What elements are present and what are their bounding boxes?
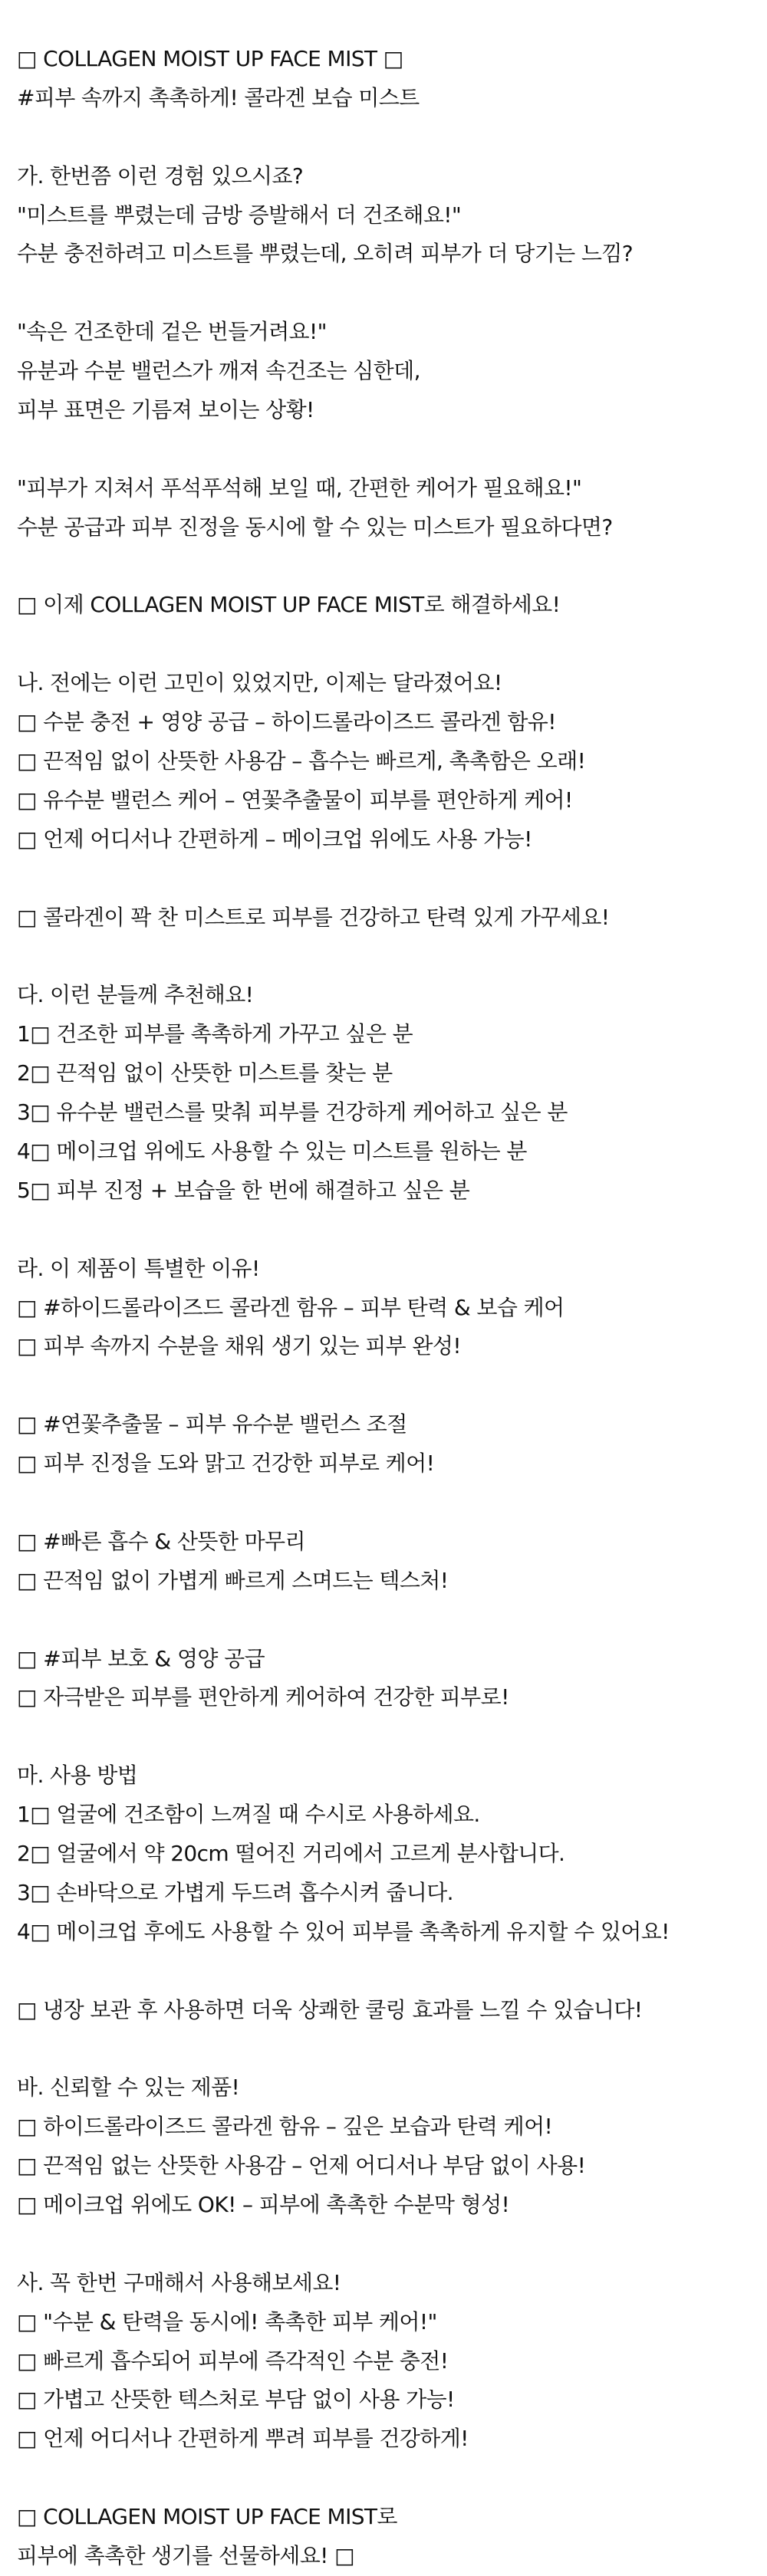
blank-line — [17, 1211, 750, 1250]
text-line: 피부 표면은 기름져 보이는 상황! — [17, 397, 314, 423]
text-line: 4□ 메이크업 후에도 사용할 수 있어 피부를 촉촉하게 유지할 수 있어요! — [17, 1918, 670, 1944]
blank-line — [17, 118, 750, 157]
text-line: □ 빠르게 흡수되어 피부에 즉각적인 수분 충전! — [17, 2348, 449, 2374]
blank-line — [17, 625, 750, 664]
text-line: 사. 꼭 한번 구매해서 사용해보세요! — [17, 2269, 341, 2295]
blank-line — [17, 859, 750, 899]
text-line: □ 끈적임 없이 가볍게 빠르게 스며드는 텍스처! — [17, 1567, 449, 1593]
text-line: 마. 사용 방법 — [17, 1763, 138, 1789]
blank-line — [17, 547, 750, 586]
blank-line — [17, 937, 750, 976]
blank-line — [17, 2029, 750, 2068]
text-line: □ 언제 어디서나 간편하게 뿌려 피부를 건강하게! — [17, 2426, 469, 2452]
text-line: □ 끈적임 없는 산뜻한 사용감 – 언제 어디서나 부담 없이 사용! — [17, 2153, 586, 2179]
text-line: #피부 속까지 촉촉하게! 콜라겐 보습 미스트 — [17, 84, 420, 110]
text-line: □ 메이크업 위에도 OK! – 피부에 촉촉한 수분막 형성! — [17, 2191, 510, 2217]
text-line: 1□ 건조한 피부를 촉촉하게 가꾸고 싶은 분 — [17, 1021, 413, 1047]
text-line: □ 피부 속까지 수분을 채워 생기 있는 피부 완성! — [17, 1333, 461, 1359]
text-line: □ COLLAGEN MOIST UP FACE MIST로 — [17, 2504, 397, 2530]
text-line: □ 수분 충전 + 영양 공급 – 하이드롤라이즈드 콜라겐 함유! — [17, 709, 556, 735]
text-line: □ 피부 진정을 도와 맑고 건강한 피부로 케어! — [17, 1451, 435, 1477]
text-line: □ #피부 보호 & 영양 공급 — [17, 1645, 265, 1671]
blank-line — [17, 430, 750, 469]
text-line: □ #하이드롤라이즈드 콜라겐 함유 – 피부 탄력 & 보습 케어 — [17, 1294, 565, 1320]
blank-line — [17, 2459, 750, 2498]
blank-line — [17, 1366, 750, 1405]
text-line: □ 유수분 밸런스 케어 – 연꽃추출물이 피부를 편안하게 케어! — [17, 787, 573, 813]
text-line: □ #빠른 흡수 & 산뜻한 마무리 — [17, 1528, 305, 1554]
text-line: 3□ 손바닥으로 가볍게 두드려 흡수시켜 줍니다. — [17, 1879, 453, 1905]
text-line: 다. 이런 분들께 추천해요! — [17, 982, 254, 1008]
text-line: □ COLLAGEN MOIST UP FACE MIST □ — [17, 46, 403, 71]
text-line: □ 자극받은 피부를 편안하게 케어하여 건강한 피부로! — [17, 1684, 509, 1710]
blank-line — [17, 1717, 750, 1756]
text-line: 수분 공급과 피부 진정을 동시에 할 수 있는 미스트가 필요하다면? — [17, 514, 613, 540]
text-line: 바. 신뢰할 수 있는 제품! — [17, 2075, 240, 2101]
text-line: 2□ 끈적임 없이 산뜻한 미스트를 찾는 분 — [17, 1060, 393, 1086]
text-line: 수분 충전하려고 미스트를 뿌렸는데, 오히려 피부가 더 당기는 느낌? — [17, 241, 634, 267]
text-line: 3□ 유수분 밸런스를 맞춰 피부를 건강하게 케어하고 싶은 분 — [17, 1099, 568, 1125]
text-line: 5□ 피부 진정 + 보습을 한 번에 해결하고 싶은 분 — [17, 1177, 470, 1203]
text-line: "속은 건조한데 겉은 번들거려요!" — [17, 319, 327, 345]
blank-line — [17, 1601, 750, 1640]
blank-line — [17, 2225, 750, 2264]
text-line: 2□ 얼굴에서 약 20cm 떨어진 거리에서 고르게 분사합니다. — [17, 1840, 565, 1866]
text-line: □ 냉장 보관 후 사용하면 더욱 상쾌한 쿨링 효과를 느낄 수 있습니다! — [17, 1996, 643, 2022]
text-line: □ 끈적임 없이 산뜻한 사용감 – 흡수는 빠르게, 촉촉함은 오래! — [17, 748, 586, 774]
blank-line — [17, 274, 750, 313]
text-line: 나. 전에는 이런 고민이 있었지만, 이제는 달라졌어요! — [17, 670, 502, 696]
text-line: □ "수분 & 탄력을 동시에! 촉촉한 피부 케어!" — [17, 2308, 437, 2334]
text-line: □ 하이드롤라이즈드 콜라겐 함유 – 깊은 보습과 탄력 케어! — [17, 2114, 553, 2140]
text-line: □ 가볍고 산뜻한 텍스처로 부담 없이 사용 가능! — [17, 2387, 455, 2413]
text-line: 유분과 수분 밸런스가 깨져 속건조는 심한데, — [17, 358, 420, 384]
text-line: 4□ 메이크업 위에도 사용할 수 있는 미스트를 원하는 분 — [17, 1138, 527, 1164]
text-line: 가. 한번쯤 이런 경험 있으시죠? — [17, 163, 304, 189]
text-line: □ 콜라겐이 꽉 찬 미스트로 피부를 건강하고 탄력 있게 가꾸세요! — [17, 904, 610, 930]
text-line: "미스트를 뿌렸는데 금방 증발해서 더 건조해요!" — [17, 202, 462, 228]
text-line: 라. 이 제품이 특별한 이유! — [17, 1255, 260, 1281]
text-line: 피부에 촉촉한 생기를 선물하세요! □ — [17, 2543, 354, 2568]
text-line: □ 언제 어디서나 간편하게 – 메이크업 위에도 사용 가능! — [17, 826, 532, 852]
blank-line — [17, 1484, 750, 1523]
blank-line — [17, 1952, 750, 1991]
text-line: 1□ 얼굴에 건조함이 느껴질 때 수시로 사용하세요. — [17, 1802, 480, 1828]
text-line: "피부가 지쳐서 푸석푸석해 보일 때, 간편한 케어가 필요해요!" — [17, 475, 582, 501]
text-line: □ 이제 COLLAGEN MOIST UP FACE MIST로 해결하세요! — [17, 592, 561, 618]
text-line: □ #연꽃추출물 – 피부 유수분 밸런스 조절 — [17, 1411, 407, 1438]
